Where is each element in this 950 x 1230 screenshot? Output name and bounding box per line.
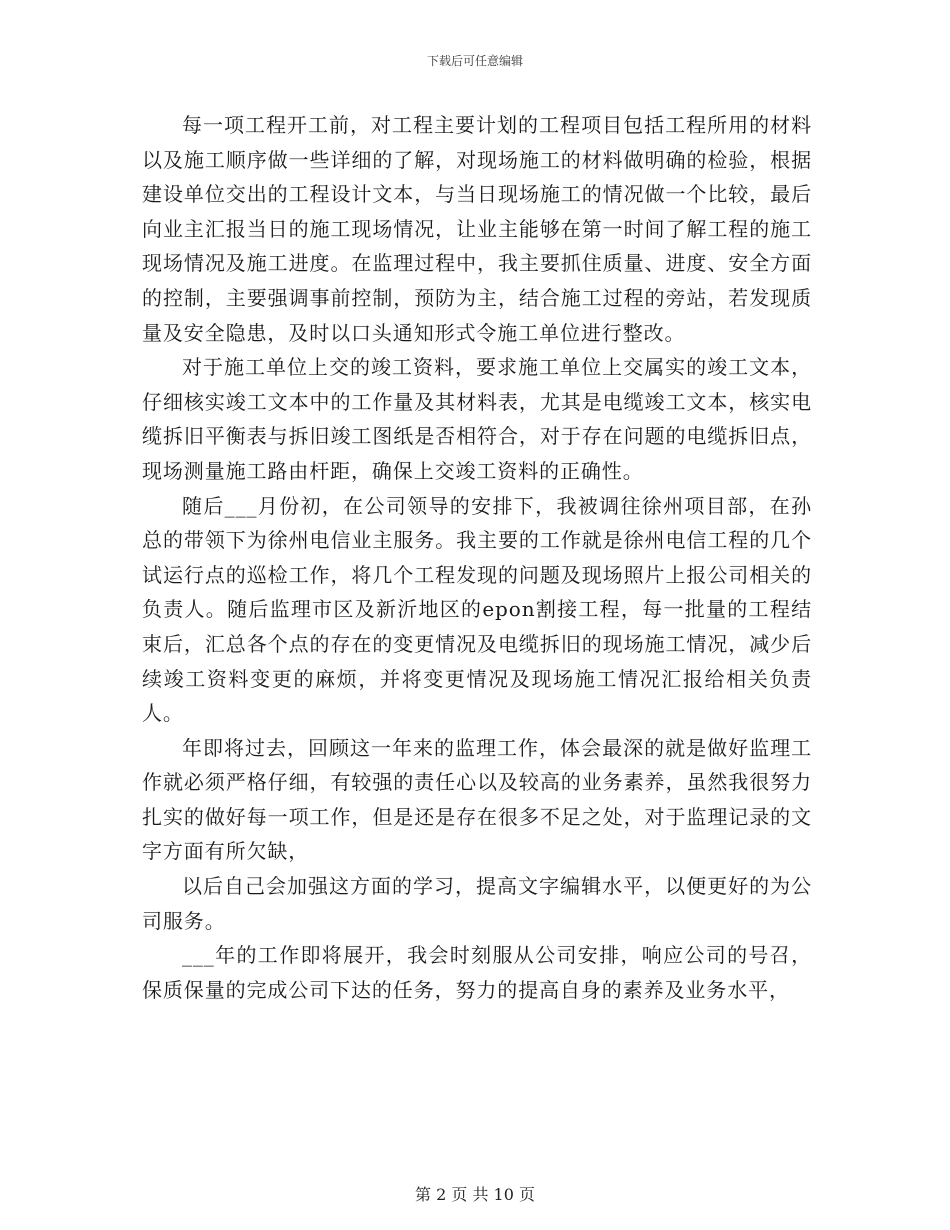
paragraph-4: 年即将过去，回顾这一年来的监理工作，体会最深的就是做好监理工作就必须严格仔细，有较强的责任心以及较高的业务素养，虽然我很努力扎实的做好每一项工作，但是还是存在很多不足之处，对于监理记录的文字方面有所欠缺，	[142, 735, 812, 864]
document-body	[142, 108, 812, 1007]
paragraph-5: 以后自己会加强这方面的学习，提高文字编辑水平，以便更好的为公司服务。	[142, 874, 812, 933]
page-header: 下载后可任意编辑	[426, 54, 523, 68]
paragraph-1: 每一项工程开工前，对工程主要计划的工程项目包括工程所用的材料以及施工顺序做一些详细的了解，对现场施工的材料做明确的检验，根据建设单位交出的工程设计文本，与当日现场施工的情况做一个比较，最后向业主汇报当日的施工现场情况，让业主能够在第一时间了解工程的施工现场情况及施工进度。在监理过程中，我主要抓住质量、进度、安全方面的控制，主要强调事前控制，预防为主，结合施工过程的旁站，若发现质量及安全隐患，及时以口头通知形式令施工单位进行整改。	[142, 113, 812, 345]
page-footer: 第 2 页 共 10 页	[415, 1185, 535, 1204]
paragraph-2: 对于施工单位上交的竣工资料，要求施工单位上交属实的竣工文本，仔细核实竣工文本中的工作量及其材料表，尤其是电缆竣工文本，核实电缆拆旧平衡表与拆旧竣工图纸是否相符合，对于存在问题的电缆拆旧点，现场测量施工路由杆距，确保上交竣工资料的正确性。	[142, 355, 812, 483]
paragraph-6: ___年的工作即将展开，我会时刻服从公司安排，响应公司的号召，保质保量的完成公司下达的任务，努力的提高自身的素养及业务水平，	[142, 943, 812, 1002]
paragraph-3: 随后___月份初，在公司领导的安排下，我被调往徐州项目部，在孙总的带领下为徐州电信业主服务。我主要的工作就是徐州电信工程的几个试运行点的巡检工作，将几个工程发现的问题及现场照片上报公司相关的负责人。随后监理市区及新沂地区的epon割接工程，每一批量的工程结束后，汇总各个点的存在的变更情况及电缆拆旧的现场施工情况，减少后续竣工资料变更的麻烦，并将变更情况及现场施工情况汇报给相关负责人。	[142, 493, 812, 726]
